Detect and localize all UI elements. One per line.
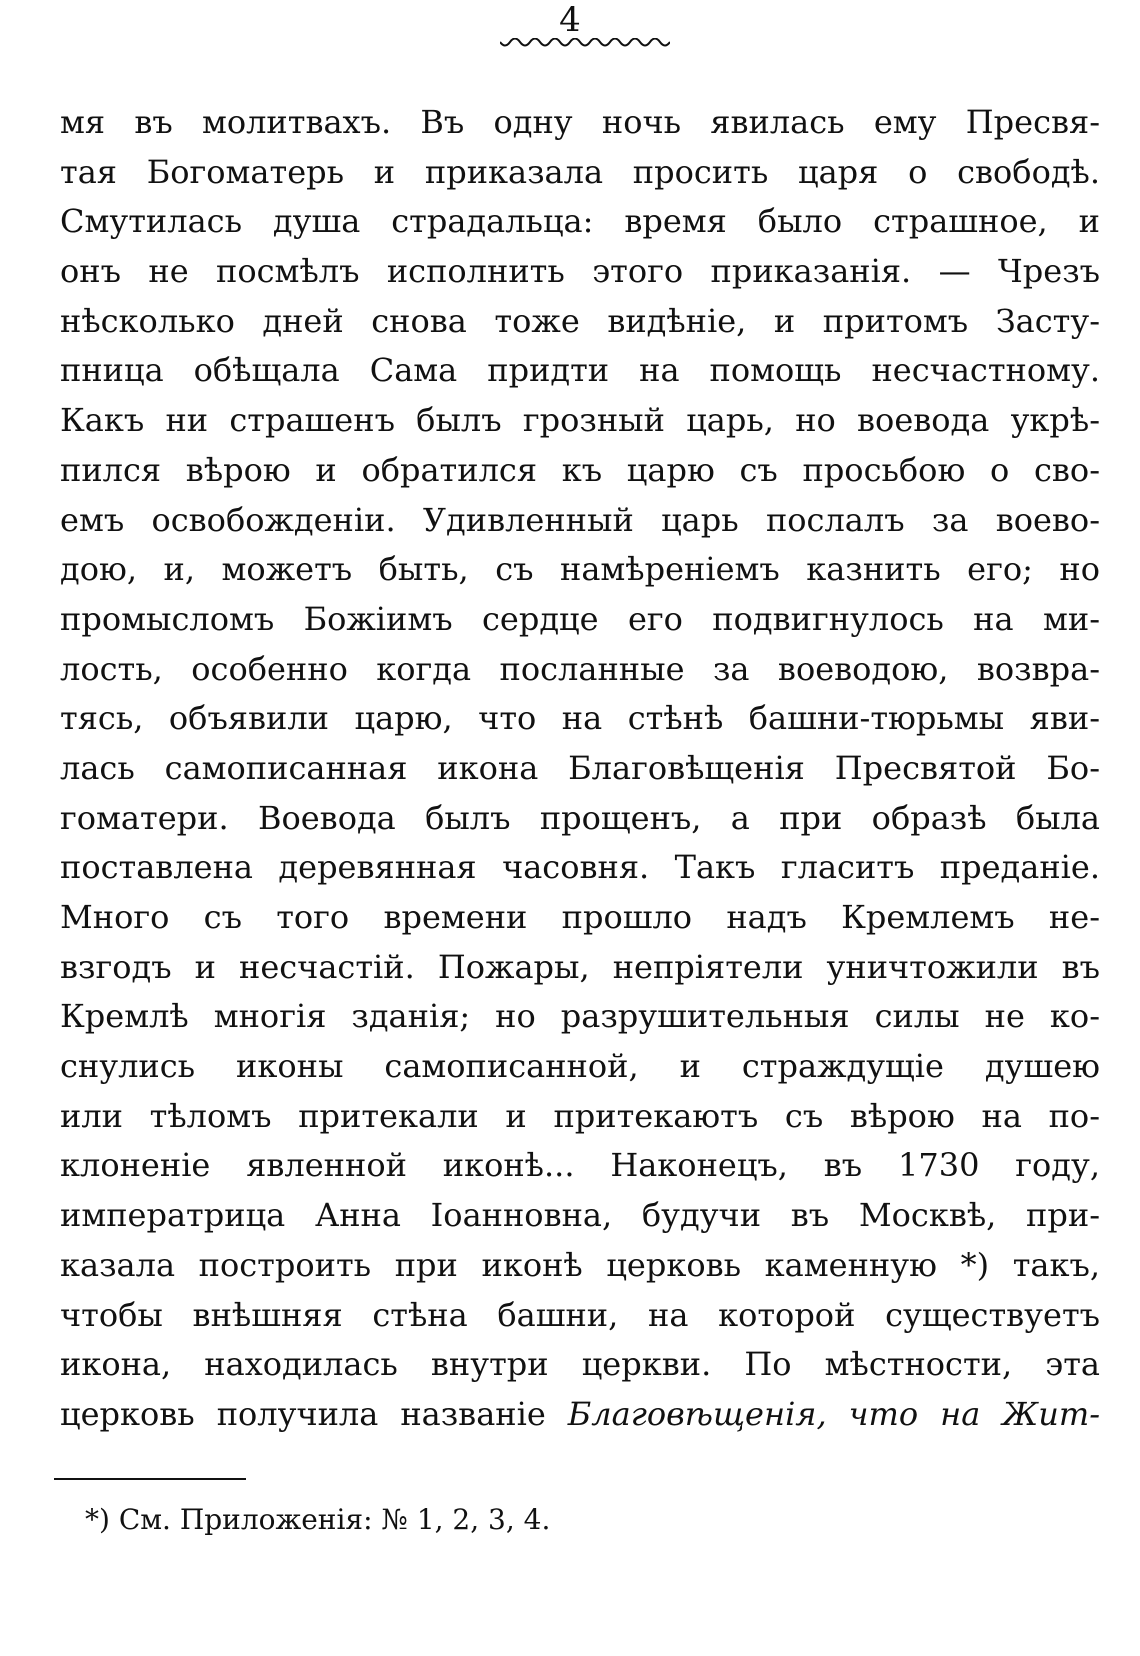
- text-line: чтобы внѣшняя стѣна башни, на которой существуетъ: [60, 1295, 1100, 1334]
- text-line: казала построить при иконѣ церковь каменную *) такъ,: [60, 1245, 1100, 1284]
- text-line: онъ не посмѣлъ исполнить этого приказанія. — Чрезъ: [60, 252, 1100, 291]
- text-line: емъ освобожденіи. Удивленный царь послалъ за воево-: [60, 500, 1100, 539]
- body-text: [60, 98, 1100, 1440]
- text-line: лась самописанная икона Благовѣщенія Пресвятой Бо-: [60, 748, 1100, 787]
- text-line: гоматери. Воевода былъ прощенъ, а при образѣ была: [60, 798, 1100, 837]
- text-line: пница обѣщала Сама придти на помощь несчастному.: [60, 351, 1100, 390]
- text-line: тая Богоматерь и приказала просить царя о свободѣ.: [60, 152, 1100, 191]
- text-line: пился вѣрою и обратился къ царю съ просьбою о сво-: [60, 450, 1100, 489]
- text-line: снулись иконы самописанной, и страждущіе душею: [60, 1047, 1100, 1086]
- text-line: мя въ молитвахъ. Въ одну ночь явилась ему Пресвя-: [60, 103, 1100, 141]
- last-line-italic: Благовѣщенія, что на Жит-: [567, 1394, 1100, 1433]
- text-line: дою, и, можетъ быть, съ намѣреніемъ казнить его; но: [60, 550, 1100, 589]
- wavy-ornament: [500, 38, 670, 50]
- last-line-plain: церковь получила названіе: [60, 1394, 568, 1433]
- text-line: Много съ того времени прошло надъ Кремлемъ не-: [60, 898, 1100, 936]
- text-line: клоненіе явленной иконѣ... Наконецъ, въ 1730 году,: [60, 1146, 1100, 1185]
- text-line: Кремлѣ многія зданія; но разрушительныя силы не ко-: [60, 997, 1100, 1036]
- text-line: промысломъ Божіимъ сердце его подвигнулось на ми-: [60, 599, 1100, 638]
- footnote-separator: [54, 1478, 246, 1480]
- text-line: Какъ ни страшенъ былъ грозный царь, но воевода укрѣ-: [60, 401, 1100, 440]
- text-line: поставлена деревянная часовня. Такъ гласитъ преданіе.: [60, 848, 1100, 887]
- text-line: взгодъ и несчастій. Пожары, непріятели уничтожили въ: [60, 947, 1100, 986]
- text-line: Смутилась душа страдальца: время было страшное, и: [60, 202, 1100, 241]
- text-line: тясь, объявили царю, что на стѣнѣ башни-тюрьмы яви-: [60, 699, 1100, 738]
- footnote: *) См. Приложенія: № 1, 2, 3, 4.: [85, 1503, 551, 1536]
- text-line: икона, находилась внутри церкви. По мѣстности, эта: [60, 1345, 1100, 1384]
- text-line: лость, особенно когда посланные за воеводою, возвра-: [60, 649, 1100, 688]
- text-line: нѣсколько дней снова тоже видѣніе, и притомъ Засту-: [60, 301, 1100, 340]
- text-line: императрица Анна Іоанновна, будучи въ Москвѣ, при-: [60, 1196, 1100, 1235]
- text-line: или тѣломъ притекали и притекаютъ съ вѣрою на по-: [60, 1096, 1100, 1135]
- page-number: 4: [559, 0, 581, 40]
- text-line-last: [60, 1390, 1100, 1440]
